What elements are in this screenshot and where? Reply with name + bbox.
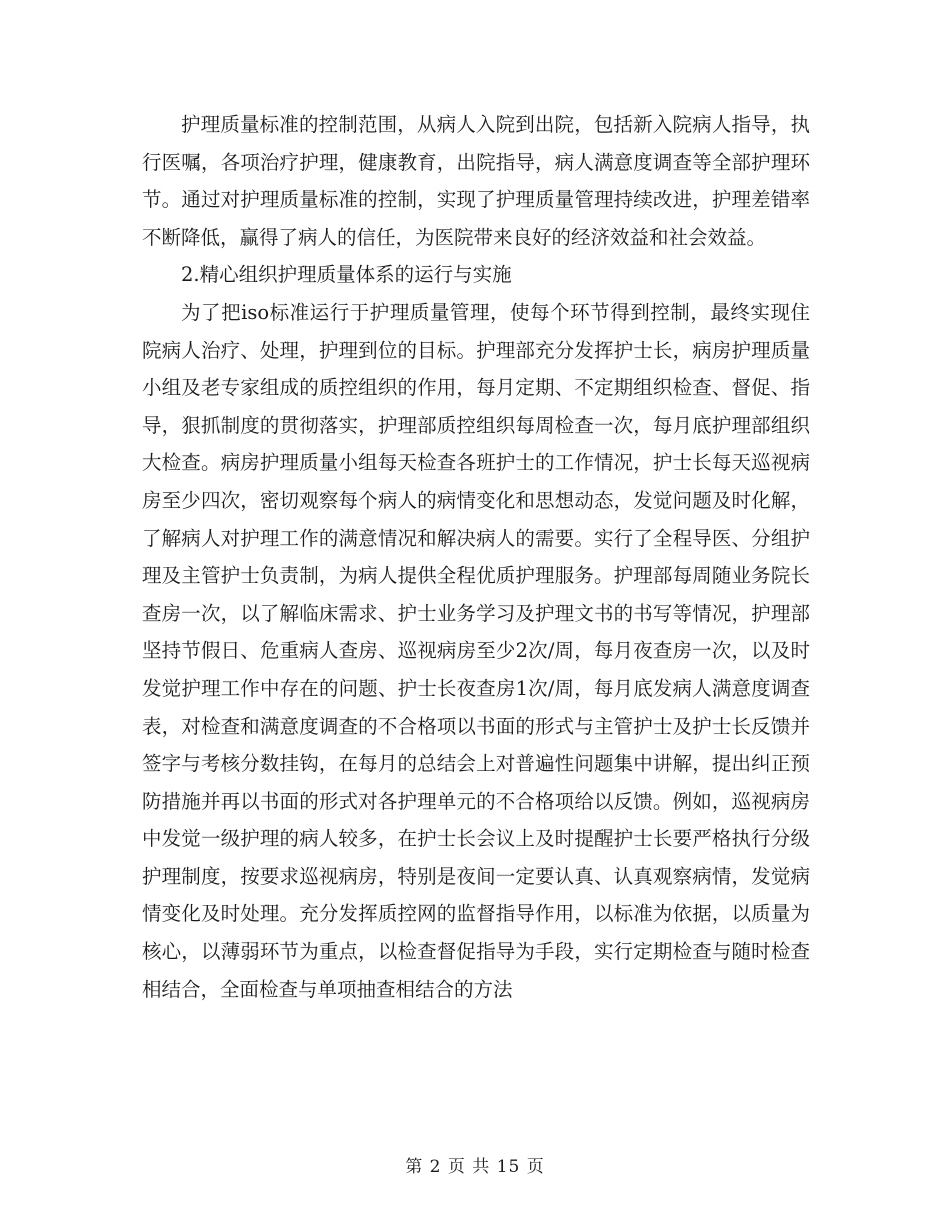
section-heading: 2.精心组织护理质量体系的运行与实施 [181, 263, 512, 287]
document-body [142, 106, 810, 1008]
paragraph-implementation: 为了把iso标准运行于护理质量管理，使每个环节得到控制，最终实现住院病人治疗、处理，护理到位的目标。护理部充分发挥护士长，病房护理质量小组及老专家组成的质控组织的作用，每月定期、不定期组织检查、督促、指导，狠抓制度的贯彻落实，护理部质控组织每周检查一次，每月底护理部组织大检查。病房护理质量小组每天检查各班护士的工作情况，护士长每天巡视病房至少四次，密切观察每个病人的病情变化和思想动态，发觉问题及时化解，了解病人对护理工作的满意情况和解决病人的需要。实行了全程导医、分组护理及主管护士负责制，为病人提供全程优质护理服务。护理部每周随业务院长查房一次，以了解临床需求、护士业务学习及护理文书的书写等情况，护理部坚持节假日、危重病人查房、巡视病房至少2次/周，每月夜查房一次，以及时发觉护理工作中存在的问题、护士长夜查房1次/周，每月底发病人满意度调查表，对检查和满意度调查的不合格项以书面的形式与主管护士及护士长反馈并签字与考核分数挂钩，在每月的总结会上对普遍性问题集中讲解，提出纠正预防措施并再以书面的形式对各护理单元的不合格项给以反馈。例如，巡视病房中发觉一级护理的病人较多，在护士长会议上及时提醒护士长要严格执行分级护理制度，按要求巡视病房，特别是夜间一定要认真、认真观察病情，发觉病情变化及时处理。充分发挥质控网的监督指导作用，以标准为依据，以质量为核心，以薄弱环节为重点，以检查督促指导为手段，实行定期检查与随时检查相结合，全面检查与单项抽查相结合的方法 [142, 300, 810, 1001]
page-footer [0, 1152, 950, 1177]
page-number: 第 2 页 共 15 页 [405, 1157, 545, 1177]
paragraph-quality-scope: 护理质量标准的控制范围，从病人入院到出院，包括新入院病人指导，执行医嘱，各项治疗护理，健康教育，出院指导，病人满意度调查等全部护理环节。通过对护理质量标准的控制，实现了护理质量管理持续改进，护理差错率不断降低，赢得了病人的信任，为医院带来良好的经济效益和社会效益。 [142, 113, 810, 249]
